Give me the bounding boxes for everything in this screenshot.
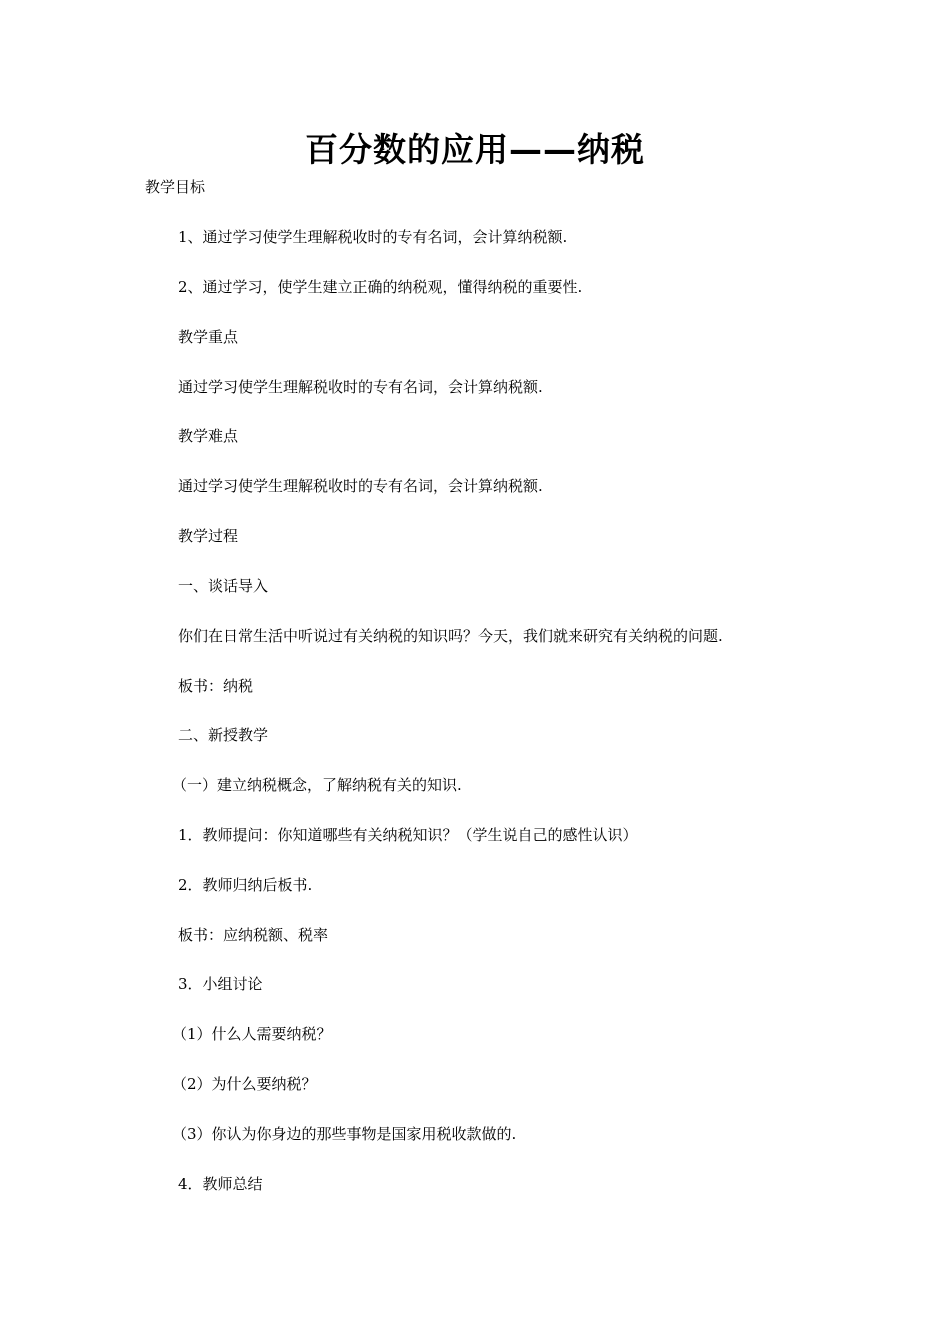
section-heading-goals: 教学目标 (145, 178, 206, 196)
list-item-3: 3．小组讨论 (178, 975, 263, 993)
paragraph-intro: 你们在日常生活中听说过有关纳税的知识吗？今天，我们就来研究有关纳税的问题. (178, 627, 723, 645)
list-item-4: 4．教师总结 (178, 1175, 263, 1193)
discussion-question-1: （1）什么人需要纳税？ (172, 1025, 332, 1043)
discussion-question-3: （3）你认为你身边的那些事物是国家用税收款做的. (172, 1125, 517, 1143)
step-heading-intro: 一、谈话导入 (178, 577, 269, 595)
section-heading-difficulties: 教学难点 (178, 427, 239, 445)
discussion-question-2: （2）为什么要纳税？ (172, 1075, 317, 1093)
section-heading-key-points: 教学重点 (178, 328, 239, 346)
list-item-1: 1．教师提问：你知道哪些有关纳税知识？（学生说自己的感性认识） (178, 826, 638, 844)
board-note-tax: 板书：纳税 (178, 677, 254, 695)
page-title: 百分数的应用——纳税 (305, 130, 645, 169)
section-heading-process: 教学过程 (178, 527, 239, 545)
board-note-terms: 板书：应纳税额、税率 (178, 926, 329, 944)
subsection-concept: （一）建立纳税概念，了解纳税有关的知识. (172, 776, 462, 794)
list-item-2: 2．教师归纳后板书. (178, 876, 313, 894)
paragraph-goal-2: 2、通过学习，使学生建立正确的纳税观，懂得纳税的重要性. (178, 278, 583, 296)
step-heading-new-teaching: 二、新授教学 (178, 726, 269, 744)
paragraph-difficulties: 通过学习使学生理解税收时的专有名词，会计算纳税额. (178, 477, 543, 495)
paragraph-key-points: 通过学习使学生理解税收时的专有名词，会计算纳税额. (178, 378, 543, 396)
paragraph-goal-1: 1、通过学习使学生理解税收时的专有名词，会计算纳税额. (178, 228, 568, 246)
